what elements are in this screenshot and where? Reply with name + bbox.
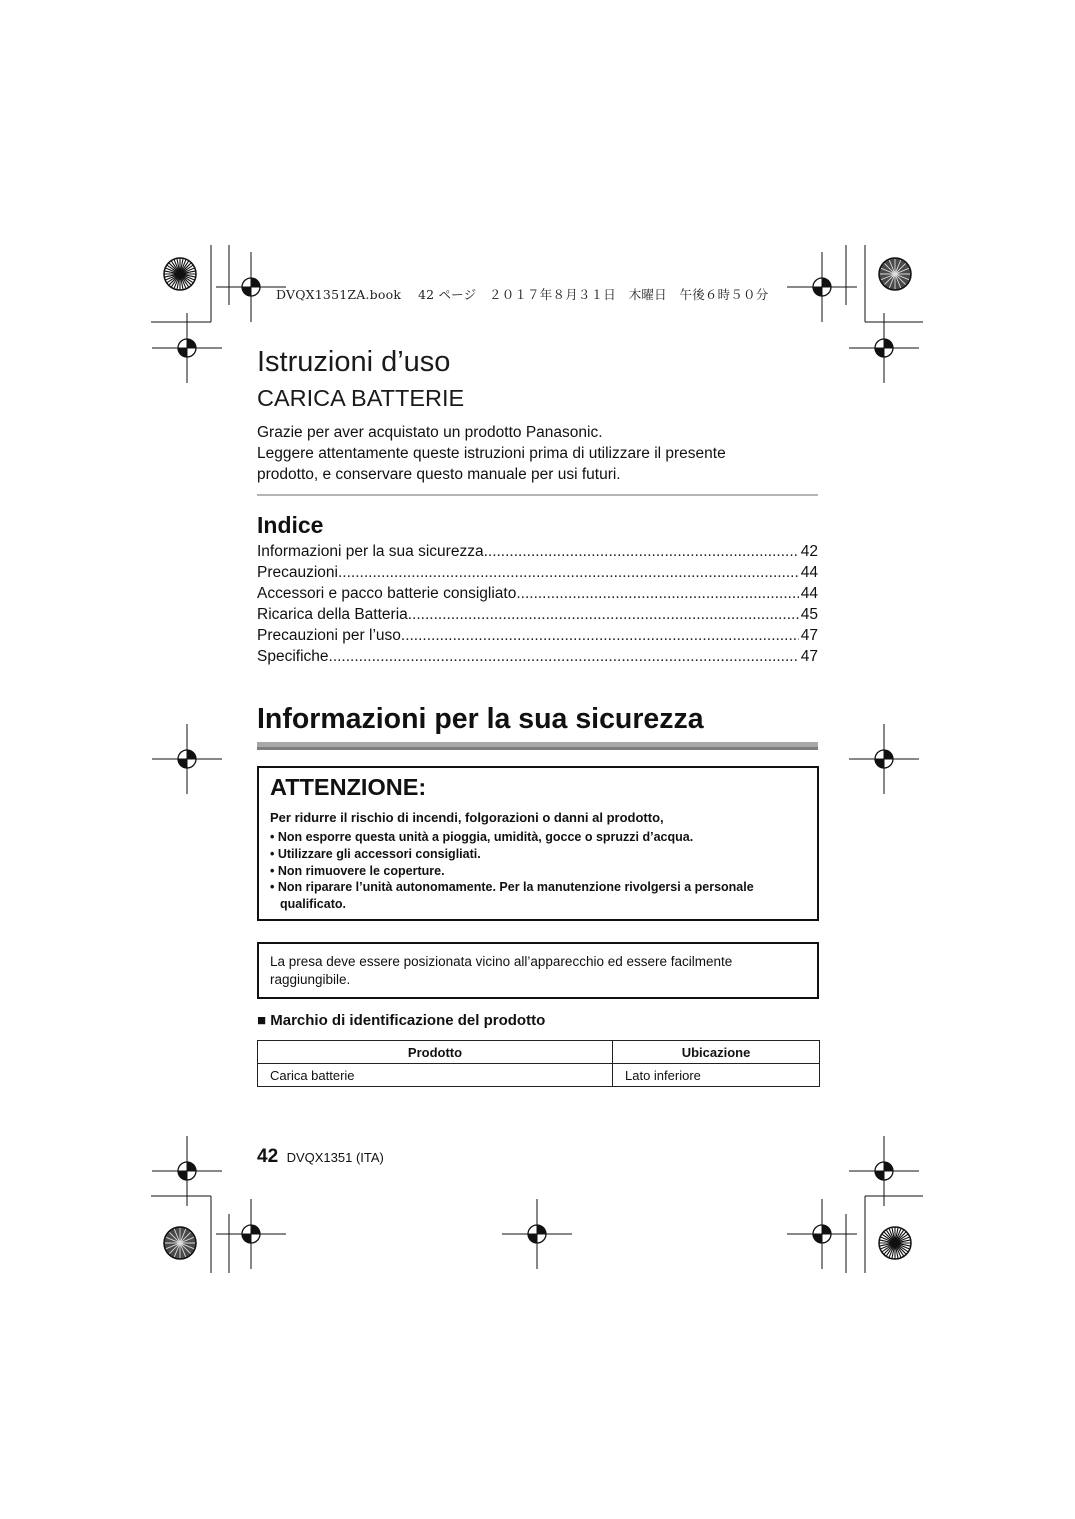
divider bbox=[257, 494, 818, 496]
toc-entry[interactable] bbox=[257, 604, 818, 625]
table-header-row bbox=[258, 1041, 820, 1064]
page-subtitle: CARICA BATTERIE bbox=[257, 385, 465, 411]
toc-leader-dots bbox=[329, 646, 799, 667]
document-code: DVQX1351 (ITA) bbox=[286, 1150, 384, 1165]
intro-line: Leggere attentamente queste istruzioni prima di utilizzare il presente bbox=[257, 445, 726, 462]
intro-line: prodotto, e conservare questo manuale per usi futuri. bbox=[257, 466, 621, 483]
table-cell: Lato inferiore bbox=[613, 1064, 820, 1087]
toc-leader-dots bbox=[338, 562, 799, 583]
page-footer bbox=[257, 1146, 384, 1168]
product-marking-heading: ■ Marchio di identificazione del prodotto bbox=[257, 1012, 546, 1029]
toc-entry[interactable] bbox=[257, 625, 818, 646]
toc-leader-dots bbox=[484, 541, 799, 562]
warning-list bbox=[270, 829, 800, 913]
toc-entry-page: 45 bbox=[800, 606, 818, 623]
toc-entry-label: Ricarica della Batteria bbox=[257, 606, 408, 623]
warning-item: • Utilizzare gli accessori consigliati. bbox=[270, 846, 481, 861]
note-line: raggiungibile. bbox=[270, 972, 351, 987]
print-header-line: DVQX1351ZA.book 42 ページ ２０１７年８月３１日 木曜日 午後６時５０分 bbox=[276, 287, 769, 302]
toc-leader-dots bbox=[401, 625, 799, 646]
warning-lead: Per ridurre il rischio di incendi, folgorazioni o danni al prodotto, bbox=[270, 810, 664, 825]
section-title: Informazioni per la sua sicurezza bbox=[257, 703, 704, 735]
toc-entry-page: 44 bbox=[800, 585, 818, 602]
toc-entry-label: Informazioni per la sua sicurezza bbox=[257, 543, 484, 560]
toc-entry-page: 47 bbox=[800, 627, 818, 644]
table-header-cell: Ubicazione bbox=[613, 1041, 820, 1064]
table-cell: Carica batterie bbox=[258, 1064, 613, 1087]
toc-entry[interactable] bbox=[257, 541, 818, 562]
page-number: 42 bbox=[257, 1146, 279, 1167]
index-heading: Indice bbox=[257, 512, 324, 538]
socket-note-text bbox=[270, 953, 790, 989]
socket-note-box bbox=[257, 942, 819, 999]
toc-entry-page: 44 bbox=[800, 564, 818, 581]
warning-box bbox=[257, 766, 819, 921]
toc-entry-page: 47 bbox=[800, 648, 818, 665]
table-of-contents bbox=[257, 541, 818, 667]
toc-entry-label: Accessori e pacco batterie consigliato bbox=[257, 585, 517, 602]
toc-leader-dots bbox=[516, 583, 798, 604]
toc-entry[interactable] bbox=[257, 646, 818, 667]
product-marking-table bbox=[257, 1040, 820, 1087]
section-divider-bar bbox=[257, 742, 818, 750]
intro-line: Grazie per aver acquistato un prodotto Panasonic. bbox=[257, 424, 603, 441]
toc-entry-page: 42 bbox=[800, 543, 818, 560]
intro-paragraph bbox=[257, 422, 817, 485]
page-title: Istruzioni d’uso bbox=[257, 346, 451, 378]
toc-leader-dots bbox=[408, 604, 799, 625]
toc-entry-label: Precauzioni bbox=[257, 564, 338, 581]
table-row bbox=[258, 1064, 820, 1087]
warning-title: ATTENZIONE: bbox=[270, 774, 427, 800]
note-line: La presa deve essere posizionata vicino all’apparecchio ed essere facilmente bbox=[270, 954, 733, 969]
toc-entry-label: Specifiche bbox=[257, 648, 329, 665]
toc-entry[interactable] bbox=[257, 583, 818, 604]
table-header-cell: Prodotto bbox=[258, 1041, 613, 1064]
warning-item: • Non riparare l’unità autonomamente. Per la manutenzione rivolgersi a personale qualificato. bbox=[270, 880, 754, 912]
toc-entry[interactable] bbox=[257, 562, 818, 583]
warning-item: • Non esporre questa unità a pioggia, umidità, gocce o spruzzi d’acqua. bbox=[270, 830, 694, 844]
warning-item: • Non rimuovere le coperture. bbox=[270, 863, 445, 878]
toc-entry-label: Precauzioni per l’uso bbox=[257, 627, 401, 644]
